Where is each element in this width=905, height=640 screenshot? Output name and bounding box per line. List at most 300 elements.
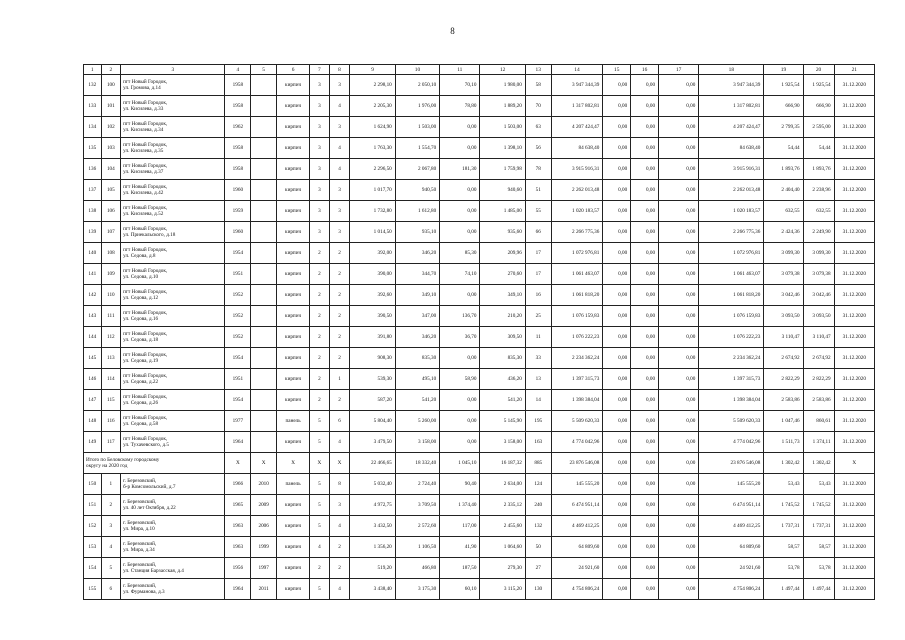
table-cell: 31.12.2020 xyxy=(834,159,874,180)
table-cell: 112 xyxy=(101,327,121,348)
table-cell: 0,00 xyxy=(631,180,659,201)
table-cell: 0,00 xyxy=(440,180,480,201)
table-cell: кирпич xyxy=(277,159,310,180)
table-cell: 6 474 951,14 xyxy=(699,495,764,516)
table-cell: 1 397 315,73 xyxy=(699,369,764,390)
table-cell: 1 737,31 xyxy=(764,516,803,537)
table-cell: 0,00 xyxy=(659,201,699,222)
table-row xyxy=(84,453,875,474)
table-cell: 541,20 xyxy=(480,390,525,411)
table-cell: 0,00 xyxy=(659,96,699,117)
table-cell: 2 xyxy=(310,327,330,348)
table-cell: 132 xyxy=(84,75,102,96)
table-cell: 3 042,46 xyxy=(803,285,834,306)
address-cell: пгт Новый Городок, ул. Приекальского, д.18 xyxy=(121,222,225,243)
table-cell: 4 774 042,96 xyxy=(699,432,764,453)
table-cell: 4 972,75 xyxy=(350,495,395,516)
table-cell: 2 822,29 xyxy=(803,369,834,390)
table-cell: 3 xyxy=(101,516,121,537)
table-cell xyxy=(251,243,277,264)
table-cell: 4 207 424,47 xyxy=(551,117,603,138)
table-cell: 3 947 344,39 xyxy=(699,75,764,96)
table-cell: 0,00 xyxy=(603,75,631,96)
table-cell: 106 xyxy=(101,201,121,222)
table-cell: 154 xyxy=(84,558,102,579)
column-number: 20 xyxy=(803,65,834,75)
table-cell: 209,96 xyxy=(480,243,525,264)
table-cell: 0,00 xyxy=(603,96,631,117)
table-cell: 240 xyxy=(525,495,551,516)
table-cell: 51 xyxy=(525,180,551,201)
table-cell: 53,43 xyxy=(764,474,803,495)
table-cell: 0,00 xyxy=(603,369,631,390)
column-number: 7 xyxy=(310,65,330,75)
table-cell: 1 106,50 xyxy=(395,537,439,558)
table-cell: 0,00 xyxy=(631,201,659,222)
table-cell: 392,00 xyxy=(350,243,395,264)
table-cell: 90,40 xyxy=(440,474,480,495)
table-cell: 149 xyxy=(84,432,102,453)
table-cell: 1 xyxy=(101,474,121,495)
table-cell: X xyxy=(277,453,310,474)
table-cell: 0,00 xyxy=(631,411,659,432)
table-cell: 1964 xyxy=(225,579,251,600)
table-row xyxy=(84,327,875,348)
table-cell: 1 064,60 xyxy=(480,537,525,558)
table-cell: 1 497,44 xyxy=(764,579,803,600)
table-cell: 1 072 976,81 xyxy=(551,243,603,264)
table-cell: 84 638,40 xyxy=(551,138,603,159)
table-cell: 1958 xyxy=(225,96,251,117)
table-cell: 0,00 xyxy=(631,453,659,474)
table-cell: 1 061 463,07 xyxy=(699,264,764,285)
address-cell: пгт Новый Городок, ул. Громова, д.14 xyxy=(121,75,225,96)
table-cell: 908,30 xyxy=(350,348,395,369)
table-cell: 2 266 775,36 xyxy=(699,222,764,243)
table-cell: 31.12.2020 xyxy=(834,285,874,306)
table-cell: 3 709,50 xyxy=(395,495,439,516)
page-number: 8 xyxy=(450,26,455,36)
table-cell: 1 017,70 xyxy=(350,180,395,201)
table-cell: 2 xyxy=(310,390,330,411)
table-cell: 495,10 xyxy=(395,369,439,390)
table-cell: 5 xyxy=(310,411,330,432)
table-cell: 0,00 xyxy=(603,117,631,138)
table-cell: 0,00 xyxy=(659,390,699,411)
address-cell: г. Березовский, ул. Мира, д.10 xyxy=(121,516,225,537)
table-cell: 141 xyxy=(84,264,102,285)
table-cell: кирпич xyxy=(277,348,310,369)
table-cell: 3 158,00 xyxy=(395,432,439,453)
table-cell: 31.12.2020 xyxy=(834,180,874,201)
table-cell: 53,78 xyxy=(764,558,803,579)
table-cell: 2 067,80 xyxy=(395,159,439,180)
table-cell: 1954 xyxy=(225,243,251,264)
table-cell: 0,00 xyxy=(603,558,631,579)
table-cell: 3 xyxy=(310,117,330,138)
table-cell: 1 374,40 xyxy=(440,495,480,516)
table-cell: 31.12.2020 xyxy=(834,348,874,369)
table-cell: 31.12.2020 xyxy=(834,432,874,453)
table-cell: 0,00 xyxy=(659,516,699,537)
table-cell: 1 497,44 xyxy=(803,579,834,600)
table-cell: 151 xyxy=(84,495,102,516)
table-cell: 1 317 802,81 xyxy=(551,96,603,117)
table-cell: 3 479,50 xyxy=(350,432,395,453)
table-cell: 0,00 xyxy=(603,453,631,474)
table-cell: кирпич xyxy=(277,75,310,96)
table-cell: 3 110,47 xyxy=(764,327,803,348)
table-cell: X xyxy=(834,453,874,474)
table-cell: 2 404,40 xyxy=(764,180,803,201)
table-cell: 137 xyxy=(84,180,102,201)
table-cell: 2 xyxy=(310,285,330,306)
table-cell: 60,10 xyxy=(440,579,480,600)
table-cell: 54,44 xyxy=(764,138,803,159)
table-cell: 1952 xyxy=(225,306,251,327)
table-cell xyxy=(251,306,277,327)
table-row xyxy=(84,411,875,432)
table-cell: 107 xyxy=(101,222,121,243)
table-cell: 181,30 xyxy=(440,159,480,180)
table-cell: 155 xyxy=(84,579,102,600)
table-cell: 5 260,00 xyxy=(395,411,439,432)
table-cell: 3 xyxy=(329,117,350,138)
table-cell: 1 554,70 xyxy=(395,138,439,159)
table-cell: 2 424,36 xyxy=(764,222,803,243)
table-cell: 0,00 xyxy=(603,495,631,516)
address-cell: пгт Новый Городок, ул. Седова, д.22 xyxy=(121,369,225,390)
table-row xyxy=(84,222,875,243)
table-cell: 136 xyxy=(84,159,102,180)
table-cell: 1960 xyxy=(225,180,251,201)
table-cell: 3 xyxy=(329,180,350,201)
table-cell: 0,00 xyxy=(631,348,659,369)
table-cell: 2 050,10 xyxy=(395,75,439,96)
table-cell: 2 799,35 xyxy=(764,117,803,138)
table-cell xyxy=(251,96,277,117)
table-cell: 3 099,30 xyxy=(764,243,803,264)
table-cell: 632,55 xyxy=(764,201,803,222)
table-cell: 6 xyxy=(101,579,121,600)
table-cell: 1 732,80 xyxy=(350,201,395,222)
table-cell: 115 xyxy=(101,390,121,411)
table-cell: 940,60 xyxy=(480,180,525,201)
table-cell: 0,00 xyxy=(631,558,659,579)
table-cell: 163 xyxy=(525,432,551,453)
table-cell: кирпич xyxy=(277,138,310,159)
table-row xyxy=(84,558,875,579)
table-cell: 23 876 546,08 xyxy=(551,453,603,474)
table-cell: 0,00 xyxy=(440,432,480,453)
table-cell: 279,30 xyxy=(480,558,525,579)
table-cell: 1 014,50 xyxy=(350,222,395,243)
table-cell: 391,80 xyxy=(350,327,395,348)
table-cell: 1999 xyxy=(251,537,277,558)
table-cell: 935,60 xyxy=(480,222,525,243)
table-cell: 0,00 xyxy=(659,138,699,159)
table-cell: 0,00 xyxy=(603,264,631,285)
table-cell: 0,00 xyxy=(631,327,659,348)
table-cell: кирпич xyxy=(277,285,310,306)
table-row xyxy=(84,243,875,264)
table-cell: 84 638,40 xyxy=(699,138,764,159)
table-cell: 0,00 xyxy=(659,369,699,390)
table-cell: 6 474 951,14 xyxy=(551,495,603,516)
table-cell: 3 175,30 xyxy=(395,579,439,600)
table-cell xyxy=(251,201,277,222)
table-cell: 31.12.2020 xyxy=(834,96,874,117)
table-cell: 31.12.2020 xyxy=(834,516,874,537)
table-cell: 0,00 xyxy=(631,495,659,516)
table-cell: 1960 xyxy=(225,222,251,243)
table-cell: 152 xyxy=(84,516,102,537)
address-cell: пгт Новый Городок, ул. Кисилева, д.52 xyxy=(121,201,225,222)
table-cell: 5 509 620,33 xyxy=(551,411,603,432)
table-cell: кирпич xyxy=(277,537,310,558)
table-cell: 3 xyxy=(329,222,350,243)
table-cell: 0,00 xyxy=(603,201,631,222)
table-cell: 2 xyxy=(310,243,330,264)
table-cell: 101 xyxy=(101,96,121,117)
table-cell: 18 332,40 xyxy=(395,453,439,474)
table-cell xyxy=(251,369,277,390)
table-cell xyxy=(251,138,277,159)
table-cell: 1 302,42 xyxy=(764,453,803,474)
table-cell: 309,50 xyxy=(480,327,525,348)
table-cell xyxy=(251,348,277,369)
table-cell: 0,00 xyxy=(631,474,659,495)
table-cell: 31.12.2020 xyxy=(834,474,874,495)
address-cell: пгт Новый Городок, ул. Седова, д.26 xyxy=(121,390,225,411)
table-cell: 109 xyxy=(101,264,121,285)
table-cell: 63 xyxy=(525,117,551,138)
table-cell: 144 xyxy=(84,327,102,348)
table-cell: 3 xyxy=(310,75,330,96)
table-cell: 56 xyxy=(525,138,551,159)
table-cell: 3 093,50 xyxy=(803,306,834,327)
table-cell: 1 076 222,23 xyxy=(551,327,603,348)
table-cell: 0,00 xyxy=(603,222,631,243)
table-cell: 2 xyxy=(329,390,350,411)
table-cell: 1 745,52 xyxy=(803,495,834,516)
table-cell: 145 555,20 xyxy=(699,474,764,495)
address-cell: пгт Новый Городок, ул. Кисилева, д.37 xyxy=(121,159,225,180)
table-cell: кирпич xyxy=(277,243,310,264)
table-cell: 148 xyxy=(84,411,102,432)
table-cell: 31.12.2020 xyxy=(834,306,874,327)
table-cell: 885 xyxy=(525,453,551,474)
table-cell: 132 xyxy=(525,516,551,537)
table-cell: 5 804,40 xyxy=(350,411,395,432)
table-row xyxy=(84,201,875,222)
table-cell: 0,00 xyxy=(631,264,659,285)
table-cell: 1 302,42 xyxy=(803,453,834,474)
table-cell: 5 xyxy=(310,579,330,600)
table-cell: 1 398 384,04 xyxy=(551,390,603,411)
table-cell: 466,80 xyxy=(395,558,439,579)
table-cell: 2 583,86 xyxy=(764,390,803,411)
table-row xyxy=(84,75,875,96)
table-cell: кирпич xyxy=(277,201,310,222)
table-cell: 541,20 xyxy=(395,390,439,411)
table-cell: 124 xyxy=(525,474,551,495)
table-cell: 114 xyxy=(101,369,121,390)
table-cell: 0,00 xyxy=(631,285,659,306)
table-cell xyxy=(251,222,277,243)
table-cell: 1997 xyxy=(251,558,277,579)
table-cell: 0,00 xyxy=(603,348,631,369)
table-cell: 1 889,20 xyxy=(480,96,525,117)
table-cell: 210,20 xyxy=(480,306,525,327)
table-cell: 1 759,98 xyxy=(480,159,525,180)
table-cell: 135 xyxy=(84,138,102,159)
table-cell: 104 xyxy=(101,159,121,180)
table-cell: 2 xyxy=(329,243,350,264)
table-cell: кирпич xyxy=(277,327,310,348)
table-cell: 31.12.2020 xyxy=(834,495,874,516)
table-cell: 1 356,20 xyxy=(350,537,395,558)
table-cell: 36,70 xyxy=(440,327,480,348)
table-cell: панель xyxy=(277,474,310,495)
table-cell: 860,61 xyxy=(803,411,834,432)
table-cell: 1958 xyxy=(225,75,251,96)
table-cell xyxy=(251,75,277,96)
address-cell: г. Березовский, ул. 40 лет Октября, д.22 xyxy=(121,495,225,516)
address-cell: пгт Новый Городок, ул. Седова, д.19 xyxy=(121,348,225,369)
table-row xyxy=(84,117,875,138)
table-cell: 85,30 xyxy=(440,243,480,264)
table-cell: 5 509 620,33 xyxy=(699,411,764,432)
table-cell xyxy=(251,180,277,201)
table-cell: 0,00 xyxy=(631,75,659,96)
table-cell: 58,57 xyxy=(764,537,803,558)
table-cell: 2 xyxy=(310,306,330,327)
table-cell: 0,00 xyxy=(659,327,699,348)
column-number: 6 xyxy=(277,65,310,75)
table-cell: 1 485,00 xyxy=(480,201,525,222)
table-cell: 632,55 xyxy=(803,201,834,222)
table-cell: 0,00 xyxy=(659,432,699,453)
table-cell: 2 249,90 xyxy=(803,222,834,243)
table-cell: 31.12.2020 xyxy=(834,201,874,222)
table-cell: 0,00 xyxy=(631,537,659,558)
table-cell: 4 469 412,25 xyxy=(699,516,764,537)
column-number: 2 xyxy=(101,65,121,75)
table-cell: 1959 xyxy=(225,201,251,222)
table-cell: X xyxy=(310,453,330,474)
table-cell: 2 583,86 xyxy=(803,390,834,411)
column-number: 14 xyxy=(551,65,603,75)
table-cell: 0,00 xyxy=(603,138,631,159)
table-cell: кирпич xyxy=(277,306,310,327)
table-row xyxy=(84,432,875,453)
table-cell: 1964 xyxy=(225,432,251,453)
table-cell: 4 xyxy=(329,516,350,537)
table-cell: 0,00 xyxy=(631,222,659,243)
column-number: 16 xyxy=(631,65,659,75)
table-cell: 0,00 xyxy=(659,117,699,138)
table-cell: 17 xyxy=(525,264,551,285)
table-cell: 2 xyxy=(329,285,350,306)
table-cell: 145 xyxy=(84,348,102,369)
table-cell: 2 822,29 xyxy=(764,369,803,390)
table-cell: 108 xyxy=(101,243,121,264)
table-cell: 2010 xyxy=(251,474,277,495)
table-cell: 31.12.2020 xyxy=(834,558,874,579)
table-cell: 0,00 xyxy=(659,264,699,285)
table-cell: 1 612,80 xyxy=(395,201,439,222)
table-cell: 2 xyxy=(310,558,330,579)
table-row xyxy=(84,180,875,201)
table-cell: 2 234 362,24 xyxy=(699,348,764,369)
table-cell: кирпич xyxy=(277,96,310,117)
table-cell xyxy=(251,432,277,453)
table-cell: 2 xyxy=(101,495,121,516)
table-cell: 53,43 xyxy=(803,474,834,495)
table-cell: 0,00 xyxy=(631,306,659,327)
column-number: 5 xyxy=(251,65,277,75)
table-cell: 1 893,76 xyxy=(764,159,803,180)
table-cell: 187,50 xyxy=(440,558,480,579)
table-cell: 0,00 xyxy=(603,243,631,264)
table-cell: 1 317 802,81 xyxy=(699,96,764,117)
table-cell: 31.12.2020 xyxy=(834,138,874,159)
table-cell: 24 921,60 xyxy=(551,558,603,579)
table-cell: 0,00 xyxy=(440,411,480,432)
table-cell: 1 076 222,23 xyxy=(699,327,764,348)
table-cell: 4 774 042,96 xyxy=(551,432,603,453)
table-cell: 270,60 xyxy=(480,264,525,285)
table-cell: 153 xyxy=(84,537,102,558)
table-cell: 0,00 xyxy=(440,222,480,243)
table-cell: 0,00 xyxy=(659,537,699,558)
table-cell: 50 xyxy=(525,537,551,558)
table-cell: 0,00 xyxy=(631,117,659,138)
table-cell: 2 724,40 xyxy=(395,474,439,495)
table-cell: 58,90 xyxy=(440,369,480,390)
table-cell: 3 xyxy=(329,75,350,96)
table-cell: 1 763,30 xyxy=(350,138,395,159)
table-cell: 3 xyxy=(310,96,330,117)
table-cell xyxy=(251,285,277,306)
table-cell: 55 xyxy=(525,201,551,222)
table-cell: 2 296,50 xyxy=(350,159,395,180)
table-cell: 539,30 xyxy=(350,369,395,390)
table-cell: 143 xyxy=(84,306,102,327)
table-cell: 1958 xyxy=(225,138,251,159)
table-cell: 0,00 xyxy=(659,243,699,264)
table-cell: 0,00 xyxy=(603,327,631,348)
table-row xyxy=(84,369,875,390)
table-cell: 0,00 xyxy=(603,306,631,327)
table-cell: 0,00 xyxy=(603,159,631,180)
table-cell: 1 047,46 xyxy=(764,411,803,432)
table-cell: 142 xyxy=(84,285,102,306)
table-cell: 3 042,46 xyxy=(764,285,803,306)
table-cell: 2011 xyxy=(251,579,277,600)
column-number: 19 xyxy=(764,65,803,75)
table-cell: 2006 xyxy=(251,516,277,537)
table-cell: 2 262 013,48 xyxy=(699,180,764,201)
column-number: 17 xyxy=(659,65,699,75)
table-cell: 2 595,00 xyxy=(803,117,834,138)
table-cell: 4 xyxy=(101,537,121,558)
table-cell: 116 xyxy=(101,411,121,432)
table-cell: 22 466,65 xyxy=(350,453,395,474)
address-cell: пгт Новый Городок, ул. Кисилева, д.33 xyxy=(121,96,225,117)
table-cell: 14 xyxy=(525,390,551,411)
